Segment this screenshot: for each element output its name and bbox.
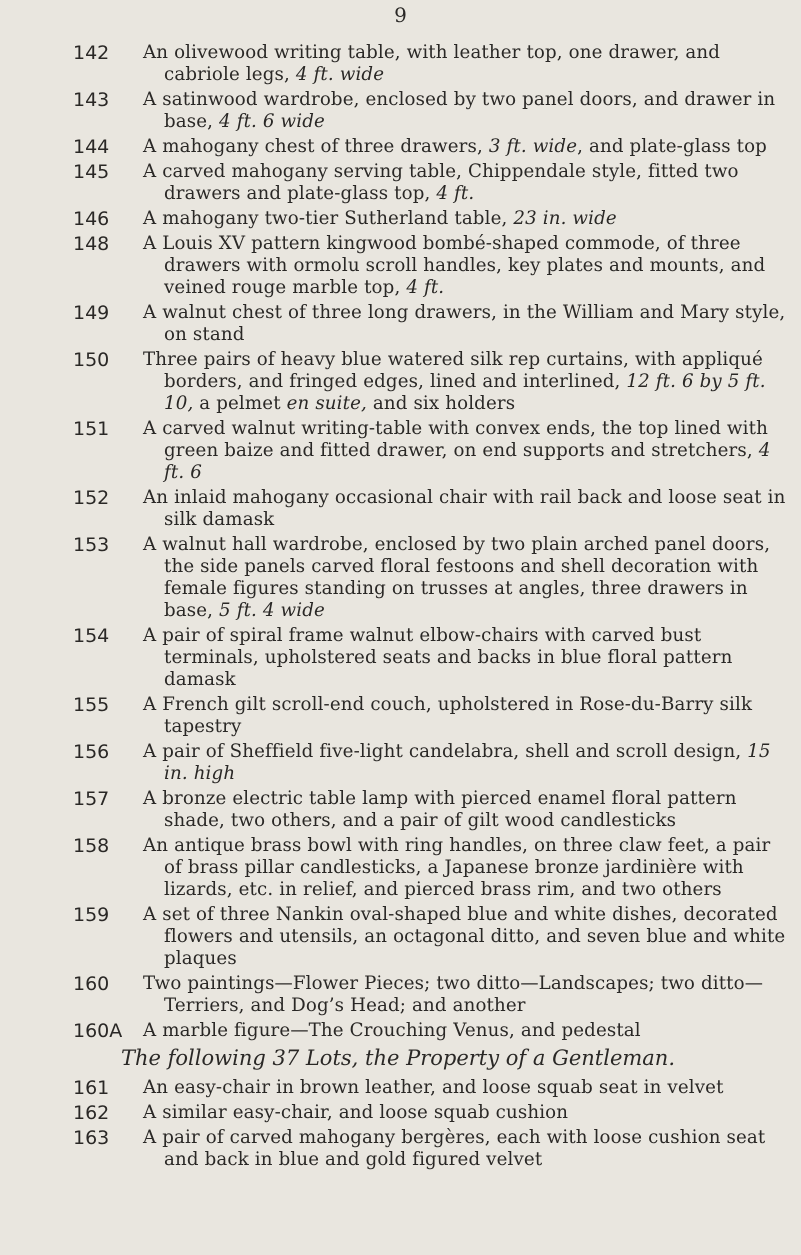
lot-description xyxy=(143,1077,791,1099)
lot-description xyxy=(143,349,791,415)
lot-entry xyxy=(0,208,801,230)
lot-number: 149 xyxy=(73,302,110,324)
lot-number: 142 xyxy=(73,42,110,64)
lots-after-group xyxy=(0,1077,801,1171)
lot-entry xyxy=(0,418,801,484)
lot-number: 161 xyxy=(73,1077,110,1099)
lot-dimension: 4 ft. 6 xyxy=(164,440,771,483)
lot-number: 144 xyxy=(73,136,110,158)
lots-before-group xyxy=(0,42,801,1042)
lot-description xyxy=(143,418,791,484)
lot-text: A marble figure—The Crouching Venus, and pedestal xyxy=(143,1020,641,1041)
lot-dimension: 4 ft. 6 wide xyxy=(219,111,325,132)
lot-description xyxy=(143,89,791,133)
lot-description xyxy=(143,904,791,970)
lot-number: 160A xyxy=(73,1020,123,1042)
lot-number: 148 xyxy=(73,233,110,255)
lot-description xyxy=(143,694,791,738)
lot-number: 159 xyxy=(73,904,110,926)
lot-entry xyxy=(0,694,801,738)
lot-dimension: 15 in. high xyxy=(164,741,771,784)
lot-number: 145 xyxy=(73,161,110,183)
lot-entry xyxy=(0,161,801,205)
lot-number: 143 xyxy=(73,89,110,111)
lot-entry xyxy=(0,302,801,346)
lot-text: An olivewood writing table, with leather top, one drawer, and cabriole legs, xyxy=(143,42,721,85)
lot-number: 152 xyxy=(73,487,110,509)
lot-text: A pair of spiral frame walnut elbow-chairs with carved bust terminals, upholstered seats and backs in blue floral pattern damask xyxy=(143,625,733,690)
lot-text: A bronze electric table lamp with pierced enamel floral pattern shade, two others, and a pair of gilt wood candlesticks xyxy=(143,788,737,831)
lot-description xyxy=(143,741,791,785)
lot-list xyxy=(0,42,801,1174)
lot-text: A walnut chest of three long drawers, in the William and Mary style, on stand xyxy=(143,302,786,345)
lot-number: 146 xyxy=(73,208,110,230)
lot-number: 157 xyxy=(73,788,110,810)
lot-text: A satinwood wardrobe, enclosed by two panel doors, and drawer in base, xyxy=(143,89,776,132)
lot-number: 162 xyxy=(73,1102,110,1124)
lot-text: A carved walnut writing-table with convex ends, the top lined with green baize and fitted drawer, on end supports and stretchers, xyxy=(143,418,768,461)
lot-description xyxy=(143,302,791,346)
lot-dimension: 4 ft. xyxy=(406,277,445,298)
lot-number: 153 xyxy=(73,534,110,556)
lot-entry xyxy=(0,1102,801,1124)
lot-entry xyxy=(0,1127,801,1171)
lot-dimension: 5 ft. 4 wide xyxy=(219,600,325,621)
lot-text: A pair of carved mahogany bergères, each with loose cushion seat and back in blue and gold figured velvet xyxy=(143,1127,766,1170)
lot-dimension: 23 in. wide xyxy=(513,208,617,229)
lot-text: A pair of Sheffield five-light candelabra, shell and scroll design, xyxy=(143,741,748,762)
lot-text: A set of three Nankin oval-shaped blue and white dishes, decorated flowers and utensils, an octagonal ditto, and seven blue and white plaques xyxy=(143,904,786,969)
lot-text: A similar easy-chair, and loose squab cushion xyxy=(143,1102,569,1123)
lot-number: 156 xyxy=(73,741,110,763)
lot-text: A French gilt scroll-end couch, upholstered in Rose-du-Barry silk tapestry xyxy=(143,694,753,737)
lot-text: An easy-chair in brown leather, and loose squab seat in velvet xyxy=(143,1077,724,1098)
lot-number: 163 xyxy=(73,1127,110,1149)
lot-dimension: 12 ft. 6 by 5 ft. 10, xyxy=(164,371,766,414)
lot-description xyxy=(143,136,791,158)
page-number: 9 xyxy=(394,3,407,27)
lot-text: A carved mahogany serving table, Chippendale style, fitted two drawers and plate-glass top, xyxy=(143,161,739,204)
lot-text: An antique brass bowl with ring handles, on three claw feet, a pair of brass pillar candlesticks, a Japanese bronze jardinière with lizards, etc. in relief, and pierced brass rim, and two others xyxy=(143,835,771,900)
lot-dimension: 3 ft. wide xyxy=(488,136,578,157)
lot-entry xyxy=(0,625,801,691)
lot-description xyxy=(143,788,791,832)
lot-description xyxy=(143,1020,791,1042)
lot-number: 158 xyxy=(73,835,110,857)
lot-description xyxy=(143,973,791,1017)
lot-entry xyxy=(0,904,801,970)
lot-description xyxy=(143,835,791,901)
lot-entry xyxy=(0,233,801,299)
lot-text: A mahogany two-tier Sutherland table, xyxy=(143,208,514,229)
lot-text: An inlaid mahogany occasional chair with rail back and loose seat in silk damask xyxy=(143,487,786,530)
lot-description xyxy=(143,534,791,622)
lot-text: and six holders xyxy=(366,393,516,414)
lot-entry xyxy=(0,835,801,901)
lot-text: A walnut hall wardrobe, enclosed by two plain arched panel doors, the side panels carved floral festoons and shell decoration with female figures standing on trusses at angles, three drawers in base, xyxy=(143,534,771,621)
lot-text: a pelmet xyxy=(193,393,287,414)
lot-number: 150 xyxy=(73,349,110,371)
lot-number: 151 xyxy=(73,418,110,440)
lot-entry xyxy=(0,1077,801,1099)
lot-description xyxy=(143,487,791,531)
lot-description xyxy=(143,233,791,299)
lot-entry xyxy=(0,89,801,133)
lot-entry xyxy=(0,534,801,622)
lot-dimension: 4 ft. xyxy=(436,183,475,204)
lot-description xyxy=(143,1127,791,1171)
lot-text: Three pairs of heavy blue watered silk rep curtains, with appliqué borders, and fringed edges, lined and interlined, xyxy=(143,349,763,392)
lot-entry xyxy=(0,788,801,832)
lot-entry xyxy=(0,136,801,158)
lot-dimension: en suite, xyxy=(286,393,367,414)
lot-description xyxy=(143,1102,791,1124)
section-heading: The following 37 Lots, the Property of a Gentleman. xyxy=(121,1046,676,1070)
lot-text: A mahogany chest of three drawers, xyxy=(143,136,489,157)
lot-description xyxy=(143,161,791,205)
lot-entry xyxy=(0,1020,801,1042)
lot-number: 154 xyxy=(73,625,110,647)
lot-description xyxy=(143,625,791,691)
lot-entry xyxy=(0,973,801,1017)
lot-dimension: 4 ft. wide xyxy=(295,64,385,85)
lot-number: 155 xyxy=(73,694,110,716)
lot-text: A Louis XV pattern kingwood bombé-shaped commode, of three drawers with ormolu scroll handles, key plates and mounts, and veined rouge marble top, xyxy=(143,233,766,298)
lot-text: Two paintings—Flower Pieces; two ditto—Landscapes; two ditto—Terriers, and Dog’s Head; and another xyxy=(143,973,764,1016)
lot-entry xyxy=(0,349,801,415)
lot-description xyxy=(143,42,791,86)
lot-entry xyxy=(0,741,801,785)
lot-entry xyxy=(0,42,801,86)
lot-description xyxy=(143,208,791,230)
lot-entry xyxy=(0,487,801,531)
lot-number: 160 xyxy=(73,973,110,995)
lot-text: , and plate-glass top xyxy=(577,136,767,157)
